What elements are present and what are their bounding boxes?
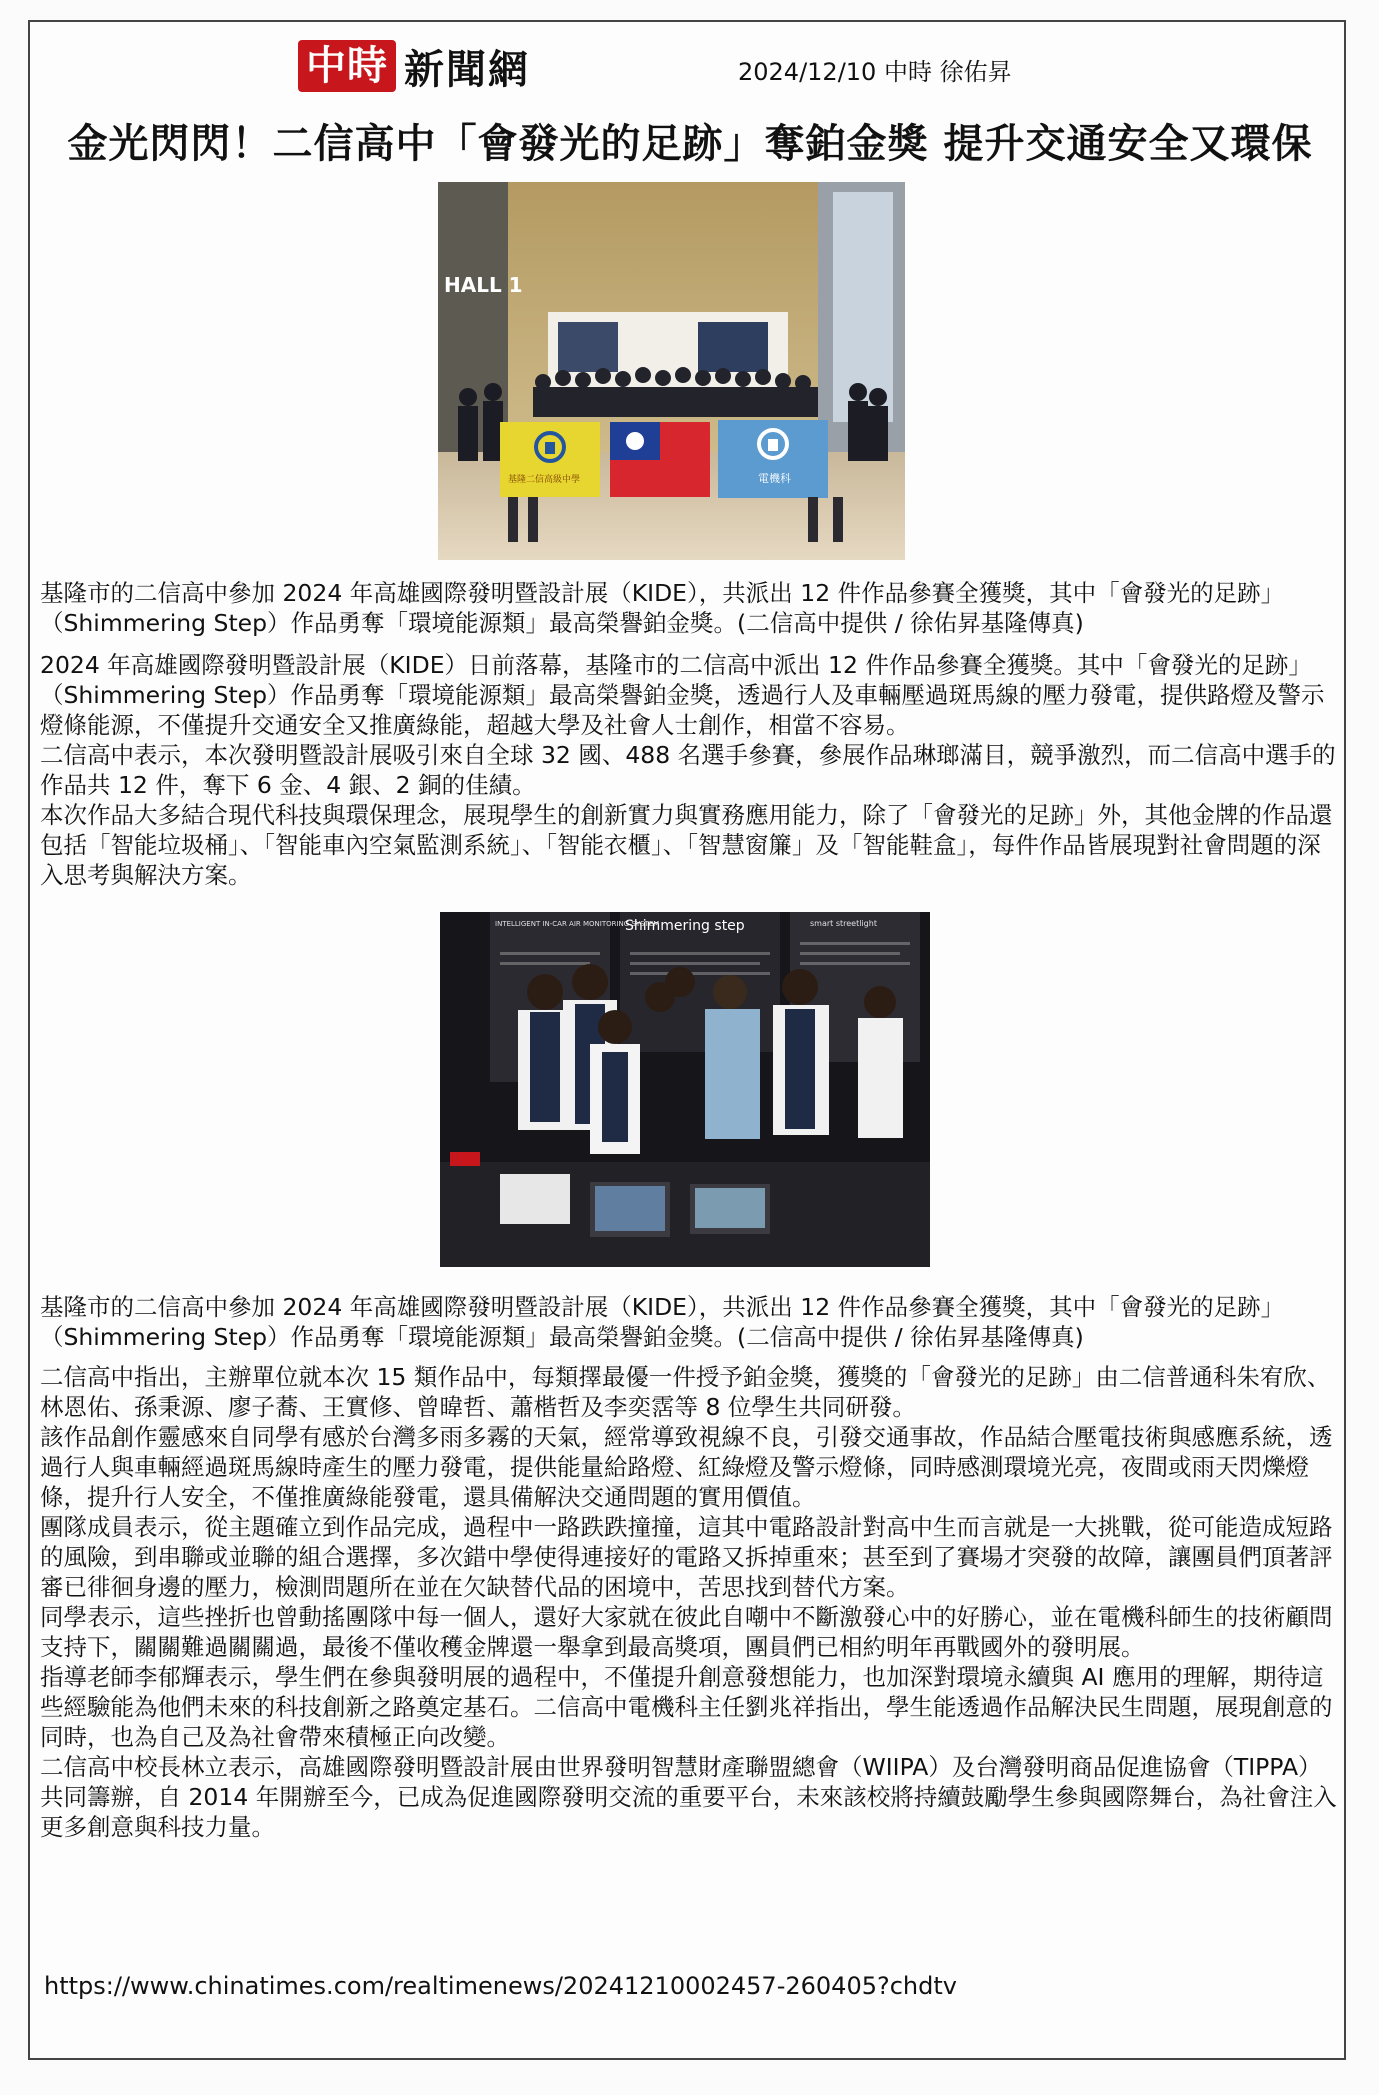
paragraph: 指導老師李郁輝表示，學生們在參與發明展的過程中，不僅提升創意發想能力，也加深對環境永續與 AI 應用的理解，期待這些經驗能為他們未來的科技創新之路奠定基石。二信高中電機科主任劉兆祥指出，學生能透過作品解決民生問題，展現創意的同時，也為自己及為社會帶來積極正向改變。: [40, 1663, 1333, 1751]
headline: 金光閃閃！二信高中「會發光的足跡」奪鉑金獎 提升交通安全又環保: [67, 121, 1313, 167]
paragraph: 二信高中表示，本次發明暨設計展吸引來自全球 32 國、488 名選手參賽，參展作品琳瑯滿目，競爭激烈，而二信高中選手的作品共 12 件，奪下 6 金、4 銀、2 銅的佳績。: [40, 741, 1336, 799]
photo2-caption: [40, 1292, 1340, 1352]
article-body-part2: [40, 1362, 1340, 1842]
flag-right-text: 電機科: [758, 472, 791, 485]
source-url: https://www.chinatimes.com/realtimenews/20241210002457-260405?chdtv: [44, 1972, 957, 2000]
article-body-part1: [40, 650, 1340, 890]
caption-text: 基隆市的二信高中參加 2024 年高雄國際發明暨設計展（KIDE），共派出 12 件作品參賽全獲獎，其中「會發光的足跡」（Shimmering Step）作品勇奪「環境能源類」最高榮譽鉑金獎。(二信高中提供 / 徐佑昇基隆傳真): [40, 579, 1285, 637]
paragraph: 該作品創作靈感來自同學有感於台灣多雨多霧的天氣，經常導致視線不良，引發交通事故，作品結合壓電技術與感應系統，透過行人與車輛經過斑馬線時產生的壓力發電，提供能量給路燈、紅綠燈及警示燈條，同時感測環境光亮，夜間或雨天閃爍燈條，提升行人安全，不僅推廣綠能發電，還具備解決交通問題的實用價值。: [40, 1423, 1333, 1511]
booth-photo: [440, 912, 930, 1267]
group-photo-illustration: [438, 182, 905, 560]
poster-right-text: smart streetlight: [810, 919, 877, 928]
group-photo: [438, 182, 905, 560]
byline: 2024/12/10 中時 徐佑昇: [738, 58, 1012, 86]
paragraph: 2024 年高雄國際發明暨設計展（KIDE）日前落幕，基隆市的二信高中派出 12 件作品參賽全獲獎。其中「會發光的足跡」（Shimmering Step）作品勇奪「環境能源類」最高榮譽鉑金獎，透過行人及車輛壓過斑馬線的壓力發電，提供路燈及警示燈條能源，不僅提升交通安全又推廣綠能，超越大學及社會人士創作，相當不容易。: [40, 651, 1325, 739]
poster-left-text: INTELLIGENT IN-CAR AIR MONITORING SYSTEM: [495, 920, 660, 928]
paragraph: 同學表示，這些挫折也曾動搖團隊中每一個人，還好大家就在彼此自嘲中不斷激發心中的好勝心，並在電機科師生的技術顧問支持下，關關難過關關過，最後不僅收穫金牌還一舉拿到最高獎項，團員們已相約明年再戰國外的發明展。: [40, 1603, 1333, 1661]
flag-left-text: 基隆二信高級中學: [508, 475, 581, 485]
paragraph: 二信高中指出，主辦單位就本次 15 類作品中，每類擇最優一件授予鉑金獎，獲獎的「會發光的足跡」由二信普通科朱宥欣、林恩佑、孫秉源、廖子蕎、王實修、曾暐哲、蕭楷哲及李奕霑等 8 位學生共同研發。: [40, 1363, 1331, 1421]
logo-text: 新聞網: [404, 45, 530, 93]
poster-center-text: Shimmering step: [625, 918, 745, 934]
paragraph: 二信高中校長林立表示，高雄國際發明暨設計展由世界發明智慧財產聯盟總會（WIIPA）及台灣發明商品促進協會（TIPPA）共同籌辦，自 2014 年開辦至今，已成為促進國際發明交流的重要平台，未來該校將持續鼓勵學生參與國際舞台，為社會注入更多創意與科技力量。: [40, 1753, 1337, 1841]
hall-sign: HALL 1: [444, 273, 523, 297]
paragraph: 團隊成員表示，從主題確立到作品完成，過程中一路跌跌撞撞，這其中電路設計對高中生而言就是一大挑戰，從可能造成短路的風險，到串聯或並聯的組合選擇，多次錯中學使得連接好的電路又拆掉重來；甚至到了賽場才突發的故障，讓團員們頂著評審已徘徊身邊的壓力，檢測問題所在並在欠缺替代品的困境中，苦思找到替代方案。: [40, 1513, 1333, 1601]
caption-text: 基隆市的二信高中參加 2024 年高雄國際發明暨設計展（KIDE），共派出 12 件作品參賽全獲獎，其中「會發光的足跡」（Shimmering Step）作品勇奪「環境能源類」最高榮譽鉑金獎。(二信高中提供 / 徐佑昇基隆傳真): [40, 1293, 1285, 1351]
paragraph: 本次作品大多結合現代科技與環保理念，展現學生的創新實力與實務應用能力，除了「會發光的足跡」外，其他金牌的作品還包括「智能垃圾桶」、「智能車內空氣監測系統」、「智能衣櫃」、「智慧窗簾」及「智能鞋盒」，每件作品皆展現對社會問題的深入思考與解決方案。: [40, 801, 1333, 889]
booth-photo-illustration: [440, 912, 930, 1267]
photo1-caption: [40, 578, 1340, 638]
logo-red-block: 中時: [298, 40, 396, 92]
masthead-logo: [298, 38, 530, 94]
